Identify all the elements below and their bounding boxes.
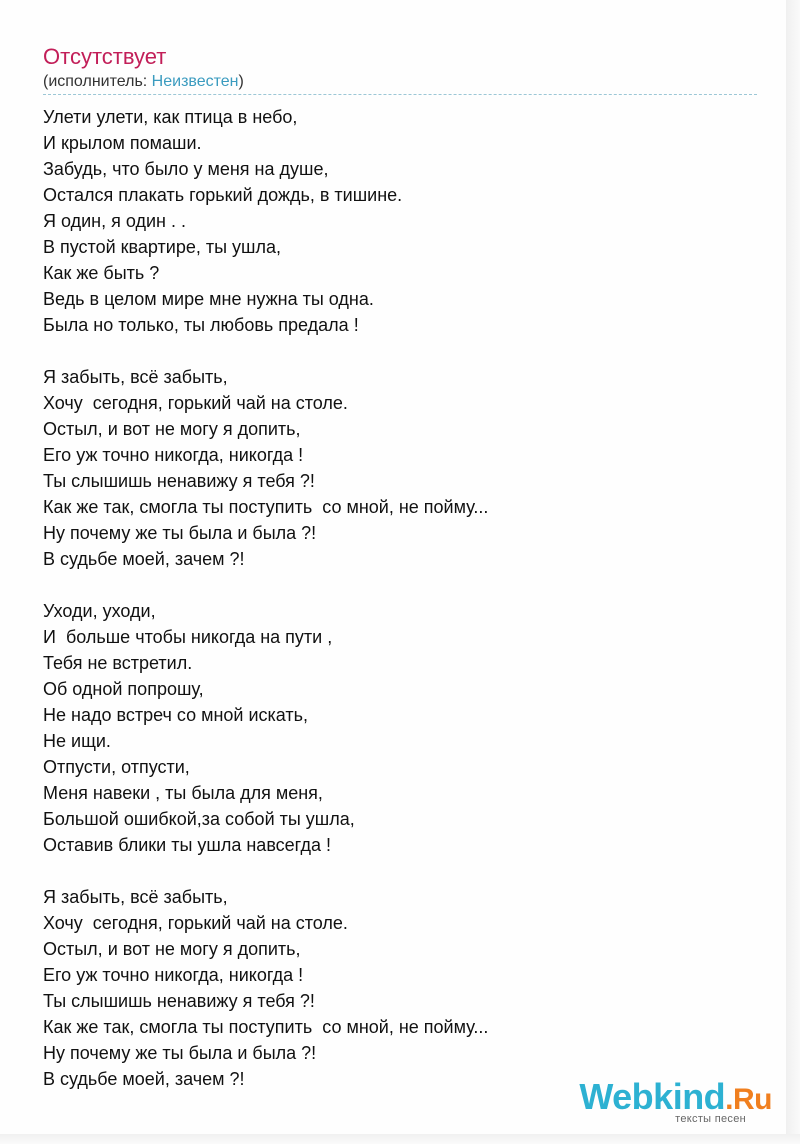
lyric-line: Ну почему же ты была и была ?! <box>43 523 317 543</box>
webkind-logo <box>579 1078 772 1125</box>
lyric-line: Отпусти, отпусти, <box>43 757 190 777</box>
artist-line <box>43 72 244 92</box>
lyric-line: В судьбе моей, зачем ?! <box>43 1069 245 1089</box>
lyric-line: Остыл, и вот не могу я допить, <box>43 419 301 439</box>
lyric-line: Остыл, и вот не могу я допить, <box>43 939 301 959</box>
stanza-verse-1 <box>43 104 763 338</box>
artist-prefix: (исполнитель: <box>43 73 152 90</box>
lyric-line: Оставив блики ты ушла навсегда ! <box>43 835 331 855</box>
lyric-line: Тебя не встретил. <box>43 653 193 673</box>
lyric-line: Уходи, уходи, <box>43 601 156 621</box>
lyric-line: Я один, я один . . <box>43 211 186 231</box>
lyric-line: Ты слышишь ненавижу я тебя ?! <box>43 471 315 491</box>
stanza-gap <box>43 858 763 884</box>
lyric-line: Об одной попрошу, <box>43 679 204 699</box>
stanza-chorus-1 <box>43 364 763 572</box>
page-edge-bottom <box>0 1134 800 1144</box>
stanza-gap <box>43 338 763 364</box>
lyric-line: Хочу сегодня, горький чай на столе. <box>43 393 348 413</box>
lyric-line: Как же так, смогла ты поступить со мной, не пойму... <box>43 1017 489 1037</box>
lyric-line: И крылом помаши. <box>43 133 202 153</box>
lyric-line: Не ищи. <box>43 731 111 751</box>
lyric-line: Большой ошибкой,за собой ты ушла, <box>43 809 355 829</box>
lyric-line: В пустой квартире, ты ушла, <box>43 237 281 257</box>
logo-tagline: тексты песен <box>675 1113 746 1125</box>
logo-tld: .Ru <box>725 1083 772 1116</box>
lyric-line: Забудь, что было у меня на душе, <box>43 159 329 179</box>
lyric-line: Ведь в целом мире мне нужна ты одна. <box>43 289 374 309</box>
lyric-line: В судьбе моей, зачем ?! <box>43 549 245 569</box>
stanza-chorus-2 <box>43 884 763 1092</box>
lyric-line: Меня навеки , ты была для меня, <box>43 783 323 803</box>
logo-brand: Webkind <box>579 1076 726 1117</box>
lyric-line: Я забыть, всё забыть, <box>43 887 228 907</box>
lyric-line: Улети улети, как птица в небо, <box>43 107 298 127</box>
lyric-line: Ну почему же ты была и была ?! <box>43 1043 317 1063</box>
stanza-verse-2 <box>43 598 763 858</box>
lyric-line: Не надо встреч со мной искать, <box>43 705 309 725</box>
lyric-line: Его уж точно никогда, никогда ! <box>43 445 304 465</box>
lyrics-body <box>43 104 763 1092</box>
lyric-line: Я забыть, всё забыть, <box>43 367 228 387</box>
lyric-line: Ты слышишь ненавижу я тебя ?! <box>43 991 315 1011</box>
lyric-line: Его уж точно никогда, никогда ! <box>43 965 304 985</box>
lyric-line: И больше чтобы никогда на пути , <box>43 627 333 647</box>
stanza-gap <box>43 572 763 598</box>
artist-suffix: ) <box>238 73 244 90</box>
song-title: Отсутствует <box>43 44 167 69</box>
lyric-line: Была но только, ты любовь предала ! <box>43 315 359 335</box>
header-divider <box>43 94 757 95</box>
lyric-line: Остался плакать горький дождь, в тишине. <box>43 185 403 205</box>
artist-name: Неизвестен <box>151 73 239 90</box>
lyric-line: Как же так, смогла ты поступить со мной, не пойму... <box>43 497 489 517</box>
lyric-line: Как же быть ? <box>43 263 160 283</box>
page-edge-right <box>786 0 800 1144</box>
lyric-line: Хочу сегодня, горький чай на столе. <box>43 913 348 933</box>
